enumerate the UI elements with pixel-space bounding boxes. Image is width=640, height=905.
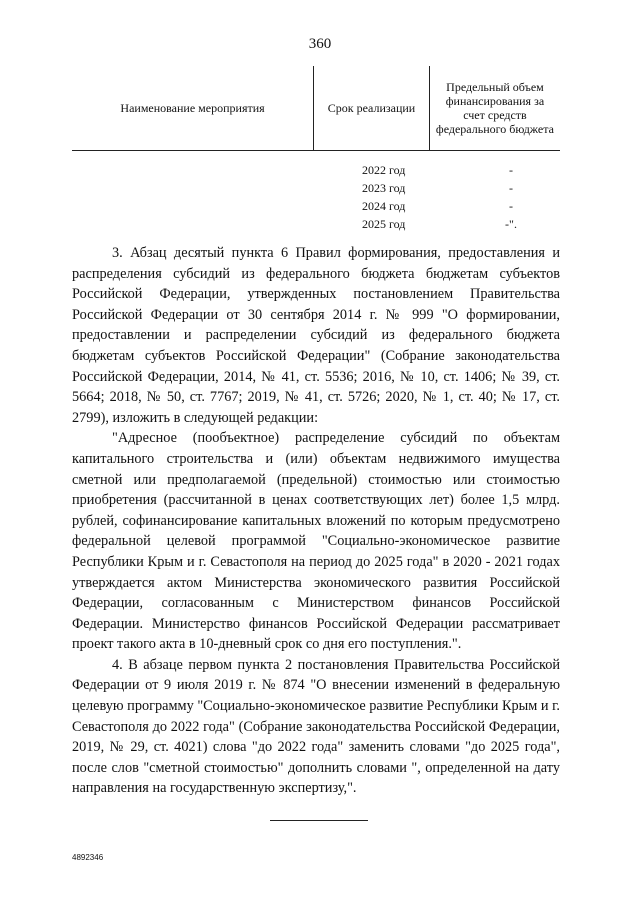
year-label: 2024 год xyxy=(362,199,406,213)
paragraph-item-3: 3. Абзац десятый пункта 6 Правил формирования, предоставления и распределения субсидий из федерального бюджета бюджетам субъектов Российской Федерации, утвержденных постановлением Правительства Российской Федерации от 30 сентября 2014 г. № 999 "О формировании, предоставлении и распределении субсидий из федерального бюджета бюджетам субъектов Российской Федерации" (Собрание законодательства Российской Федерации, 2014, № 41, ст. 5536; 2016, № 10, ст. 1406; № 39, ст. 5664; 2018, № 50, ст. 7767; 2019, № 41, ст. 5726; 2020, № 1, ст. 40; № 17, ст. 2799), изложить в следующей редакции: xyxy=(72,245,560,426)
year-label: 2022 год xyxy=(362,163,406,177)
year-label: 2025 год xyxy=(362,217,406,231)
year-rows xyxy=(322,161,560,233)
year-value: - xyxy=(509,181,513,195)
column-header-financing: Предельный объем финансирования за счет средств федерального бюджета xyxy=(429,66,560,150)
year-value: -". xyxy=(505,217,517,231)
column-header-name: Наименование мероприятия xyxy=(72,66,314,150)
year-value: - xyxy=(509,163,513,177)
page-number: 360 xyxy=(308,36,332,52)
table-row xyxy=(322,179,560,197)
table-row xyxy=(322,197,560,215)
year-label: 2023 год xyxy=(362,181,406,195)
document-body xyxy=(72,243,560,799)
financing-table-header xyxy=(72,66,560,151)
table-row xyxy=(322,215,560,233)
paragraph-item-4: 4. В абзаце первом пункта 2 постановления Правительства Российской Федерации от 9 июля 2019 г. № 874 "О внесении изменений в федеральную целевую программу "Социально-экономическое развитие Республики Крым и г. Севастополя до 2022 года" (Собрание законодательства Российской Федерации, 2019, № 29, ст. 4021) слова "до 2022 года" заменить словами "до 2025 года", после слов "сметной стоимостью" дополнить словами ", определенной на дату направления на государственную экспертизу,". xyxy=(72,656,560,797)
paragraph-quoted-amendment: "Адресное (пообъектное) распределение субсидий по объектам капитального строительства и (или) объектам недвижимого имущества сметной или предполагаемой (предельной) стоимостью или стоимостью приобретения (рассчитанной в ценах соответствующих лет) более 1,5 млрд. рублей, софинансирование капитальных вложений по которым предусмотрено федеральной целевой программой "Социально-экономическое развитие Республики Крым и г. Севастополя на период до 2025 года" в 2020 - 2021 годах утверждается актом Министерства экономического развития Российской Федерации, согласованным с Министерством финансов Российской Федерации. Министерство финансов Российской Федерации рассматривает проект такого акта в 10-дневный срок со дня его поступления.". xyxy=(72,430,560,653)
end-divider xyxy=(270,820,368,821)
year-value: - xyxy=(509,199,513,213)
document-id: 4892346 xyxy=(72,853,104,862)
table-row xyxy=(322,161,560,179)
column-header-term: Срок реализации xyxy=(314,66,430,150)
